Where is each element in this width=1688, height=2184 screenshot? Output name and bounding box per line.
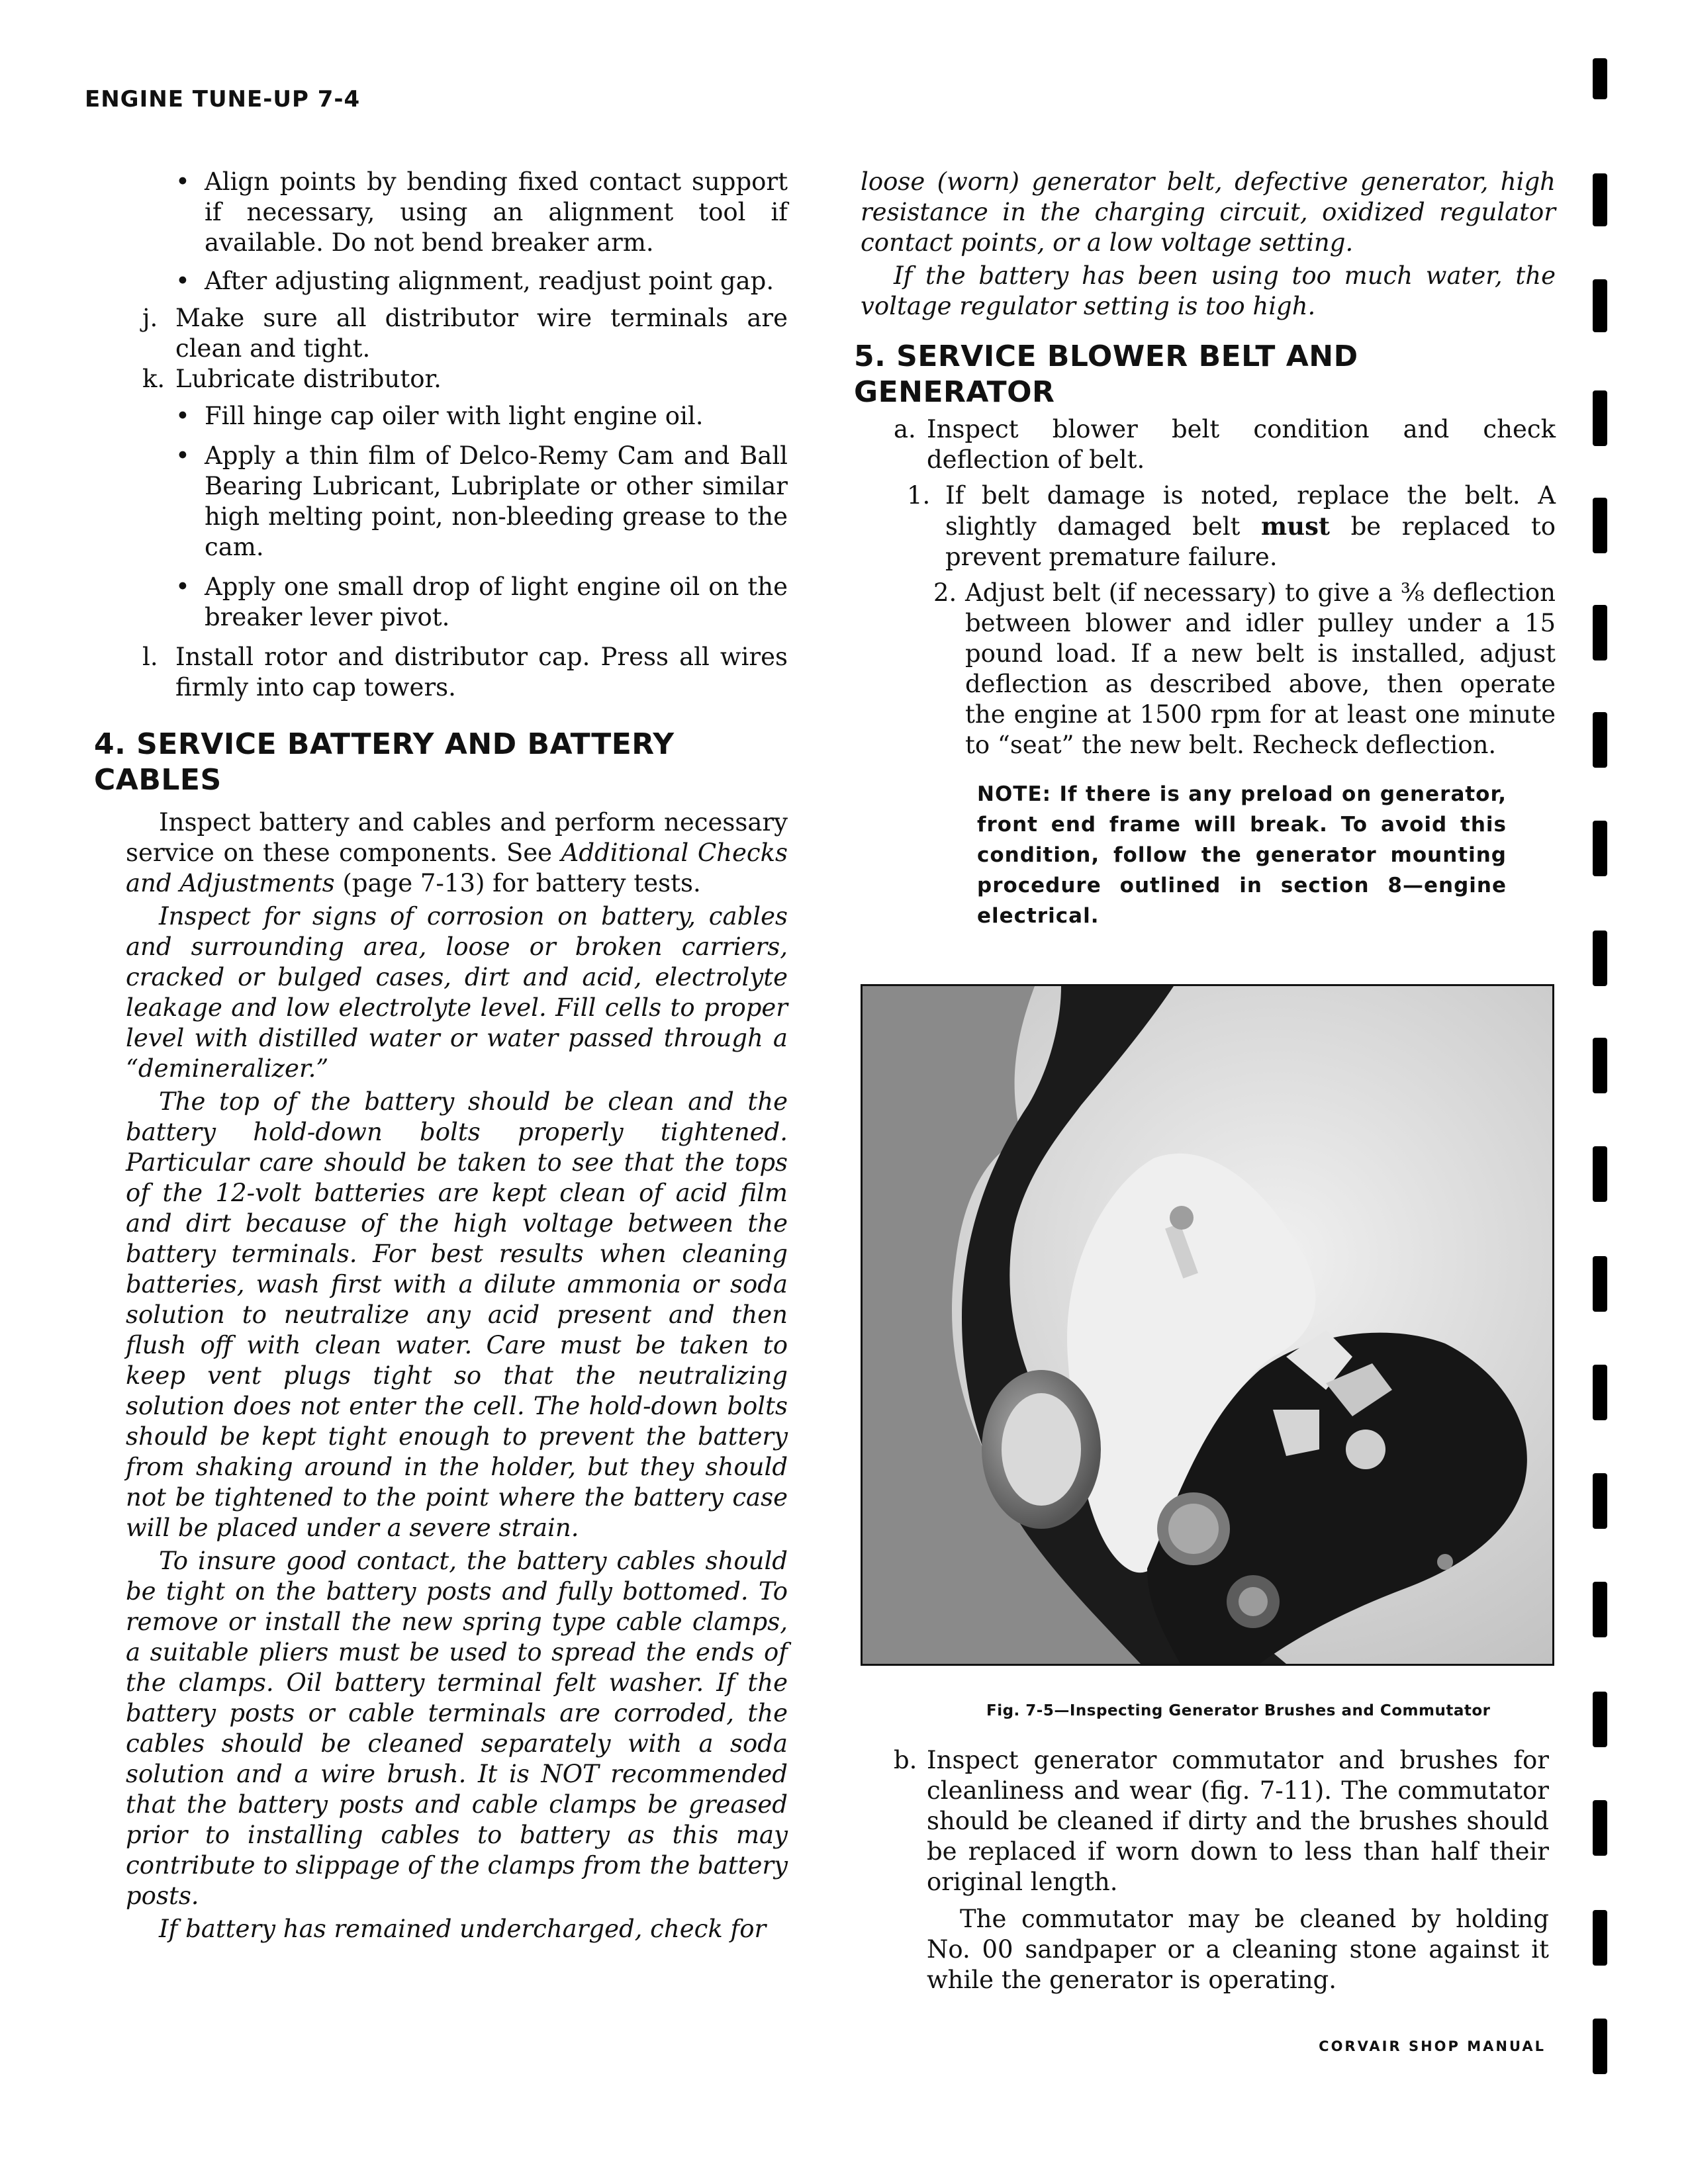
step-marker: 2. — [933, 578, 957, 607]
list-item — [99, 364, 788, 394]
tab-mark — [1593, 173, 1607, 226]
tab-mark — [1593, 1582, 1607, 1637]
tab-mark — [1593, 712, 1607, 768]
list-item — [894, 414, 1556, 475]
bullet-marker: • — [175, 441, 190, 470]
tab-mark — [1593, 279, 1607, 332]
page-footer: CORVAIR SHOP MANUAL — [1319, 2038, 1546, 2054]
bullet-lever-pivot: Apply one small drop of light engine oil on the breaker lever pivot. — [205, 572, 788, 631]
section-4-paragraph: To insure good contact, the battery cables should be tight on the battery posts and fully bottomed. To remove or install the new spring type cable clamps, a suitable pliers must be used to spread the ends of the clamps. Oil battery terminal felt washer. If the battery posts or cable terminals are corroded, the cables should be cleaned separately with a soda solution and a wire brush. It is NOT recommended that the battery posts and cable clamps be greased prior to installing cables to battery as this may contribute to slippage of the clamps from the battery posts. — [126, 1547, 788, 1910]
tab-mark — [1593, 1365, 1607, 1420]
step-1-text: If belt damage is noted, replace the belt. A slightly damaged belt must be replaced to prevent premature failure. — [945, 481, 1556, 571]
tab-mark — [1593, 1800, 1607, 1856]
step-j-text: Make sure all distributor wire terminals are clean and tight. — [175, 304, 788, 363]
section-4-paragraph: Inspect for signs of corrosion on battery, cables and surrounding area, loose or broken carriers, cracked or bulged cases, dirt and acid, electrolyte leakage and low electrolyte level. Fill cells to proper level with distilled water or water passed through a “demineralizer.” — [126, 902, 788, 1083]
tab-mark — [1593, 821, 1607, 876]
step-2-text: Adjust belt (if necessary) to give a ⅜ deflection between blower and idler pulley under a 15 pound load. If a new belt is installed, adjust deflection as described above, then operate the engine at 1500 rpm for at least one minute to “seat” the new belt. Recheck deflection. — [965, 578, 1556, 759]
step-marker: j. — [142, 304, 158, 332]
tab-mark — [1593, 2019, 1607, 2074]
section-4-intro: Inspect battery and cables and perform necessary service on these components. See Additional Checks and Adjustments (page 7-13) for battery tests. — [126, 808, 788, 897]
step-marker: a. — [894, 415, 916, 443]
list-item — [933, 578, 1556, 760]
tab-mark — [1593, 498, 1607, 553]
bullet-marker: • — [175, 167, 190, 196]
bullet-readjust-gap: After adjusting alignment, readjust point gap. — [205, 267, 774, 295]
list-item — [99, 167, 788, 258]
tab-mark — [1593, 1692, 1607, 1747]
preload-note: NOTE: If there is any preload on generator, front end frame will break. To avoid this condition, follow the generator mounting procedure outlined in section 8—engine electrical. — [977, 782, 1507, 928]
section-4-heading: 4. SERVICE BATTERY AND BATTERY CABLES — [94, 727, 675, 797]
section-4-paragraph: The top of the battery should be clean and the battery hold-down bolts properly tightened. Particular care should be taken to see that the tops of the 12-volt batteries are kept clean of acid film and dirt because of the high voltage between the battery terminals. For best results when cleaning batteries, wash first with a dilute ammonia or soda solution to neutralize any acid present and then flush off with clean water. Care must be taken to keep vent plugs tight so that the neutralizing solution does not enter the cell. The hold-down bolts should be kept tight enough to prevent the battery from shaking around in the holder, but they should not be tightened to the point where the battery case will be placed under a severe strain. — [126, 1087, 788, 1542]
bullet-hinge-cap: Fill hinge cap oiler with light engine oil. — [205, 402, 704, 430]
section-5-heading: 5. SERVICE BLOWER BELT AND GENERATOR — [854, 340, 1358, 409]
bullet-marker: • — [175, 267, 190, 295]
generator-photo — [861, 984, 1554, 1666]
water-note: If the battery has been using too much water, the voltage regulator setting is too high. — [861, 261, 1556, 320]
list-item — [99, 266, 788, 296]
bullet-marker: • — [175, 572, 190, 601]
step-l-text: Install rotor and distributor cap. Press all wires firmly into cap towers. — [175, 643, 788, 702]
tab-mark — [1593, 1038, 1607, 1093]
step-marker: k. — [142, 365, 165, 393]
list-item — [99, 572, 788, 633]
left-column — [94, 167, 788, 1944]
commutator-note: The commutator may be cleaned by holding No. 00 sandpaper or a cleaning stone against it while the generator is operating. — [927, 1905, 1549, 1994]
step-k-text: Lubricate distributor. — [175, 365, 442, 393]
bullet-cam-lubricant: Apply a thin film of Delco-Remy Cam and Ball Bearing Lubricant, Lubriplate or other similar high melting point, non-bleeding grease to the cam. — [205, 441, 788, 561]
step-a-text: Inspect blower belt condition and check deflection of belt. — [927, 415, 1556, 474]
page-header: ENGINE TUNE-UP 7-4 — [85, 86, 361, 113]
section-4-paragraph: If battery has remained undercharged, check for — [159, 1915, 767, 1943]
tab-mark — [1593, 1146, 1607, 1202]
tab-mark — [1593, 605, 1607, 660]
list-item — [99, 303, 788, 364]
list-item — [99, 401, 788, 432]
tab-mark — [1593, 931, 1607, 986]
step-marker: 1. — [907, 481, 931, 510]
continued-paragraph: loose (worn) generator belt, defective generator, high resistance in the charging circuit, oxidized regulator contact points, or a low voltage setting. — [861, 167, 1556, 257]
step-marker: b. — [894, 1746, 917, 1774]
bullet-marker: • — [175, 402, 190, 430]
step-marker: l. — [142, 643, 158, 671]
step-b-text: Inspect generator commutator and brushes for cleanliness and wear (fig. 7-11). The commutator should be cleaned if dirty and the brushes should be replaced if worn down to less than half their original length. — [927, 1746, 1549, 1896]
right-column — [854, 167, 1556, 931]
tab-mark — [1593, 1473, 1607, 1529]
tab-mark — [1593, 1910, 1607, 1966]
tab-mark — [1593, 390, 1607, 446]
list-item — [99, 642, 788, 703]
list-item — [907, 480, 1556, 572]
right-column-lower — [894, 1745, 1549, 1995]
list-item — [894, 1745, 1549, 1897]
figure-caption: Fig. 7-5—Inspecting Generator Brushes and Commutator — [986, 1702, 1491, 1719]
tab-mark — [1593, 58, 1607, 99]
tab-mark — [1593, 1256, 1607, 1312]
list-item — [99, 441, 788, 563]
bullet-align-points: Align points by bending fixed contact support if necessary, using an alignment tool if available. Do not bend breaker arm. — [205, 167, 788, 257]
